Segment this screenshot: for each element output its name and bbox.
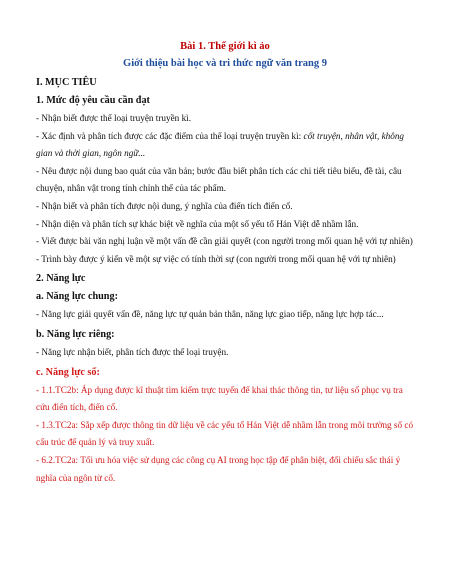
requirement-italic-text: cốt truyện, nhân vật, không gian và thời gian, ngôn ngữ... xyxy=(36,130,405,159)
requirement-item: - Viết được bài văn nghị luận về một vấn đề cần giải quyết (con người trong mối quan hệ với tự nhiên) xyxy=(36,236,413,247)
subheading-general-competency: a. Năng lực chung: xyxy=(36,291,118,303)
specific-competency-text: - Năng lực nhận biết, phân tích được thể loại truyện. xyxy=(36,346,229,357)
general-competency-text: - Năng lực giải quyết vấn đề, năng lực tự quản bản thân, năng lực giao tiếp, năng lực hợp tác... xyxy=(36,309,384,320)
subheading-specific-competency: b. Năng lực riêng: xyxy=(36,328,115,340)
requirement-item: - Nêu được nội dung bao quát của văn bản; bước đầu biết phân tích các chi tiết tiêu biểu, đề tài, câu chuyện, nhân vật trong tính chỉnh thể của tác phẩm. xyxy=(36,165,402,194)
digital-competency-item: - 6.2.TC2a: Tối ưu hóa việc sử dụng các công cụ AI trong học tập để phân biệt, đối chiếu sắc thái ý nghĩa của ngôn từ cổ. xyxy=(36,454,401,483)
requirement-item: - Trình bày được ý kiến về một sự việc có tính thời sự (con người trong mối quan hệ với tự nhiên) xyxy=(36,253,396,264)
subheading-requirements: 1. Mức độ yêu cầu cần đạt xyxy=(36,95,150,106)
requirement-text: - Xác định và phân tích được các đặc điểm của thể loại truyện truyền kì: xyxy=(36,130,304,141)
digital-competency-item: - 1.3.TC2a: Sắp xếp được thông tin dữ liệu về các yếu tố Hán Việt dễ nhầm lẫn trong môi trường số có cấu trúc để quản lý và truy xuất. xyxy=(36,419,414,448)
requirement-item xyxy=(36,128,414,163)
digital-competency-item: - 1.1.TC2b: Áp dụng được kĩ thuật tìm kiếm trực tuyến để khai thác thông tin, tư liệu số phục vụ tra cứu điển tích, điển cố. xyxy=(36,384,403,413)
lesson-title: Bài 1. Thế giới kì ảo xyxy=(180,41,270,52)
requirement-item: - Nhận biết và phân tích được nội dung, ý nghĩa của điển tích điển cố. xyxy=(36,200,293,211)
requirement-item: - Nhận biết được thể loại truyện truyền kì. xyxy=(36,113,192,123)
section-heading-goals: I. MỤC TIÊU xyxy=(36,77,97,88)
subheading-digital-competency: c. Năng lực số: xyxy=(36,366,100,378)
requirement-item: - Nhận diện và phân tích sự khác biệt về nghĩa của một số yếu tố Hán Việt dễ nhầm lẫn. xyxy=(36,218,359,229)
subheading-competencies: 2. Năng lực xyxy=(36,273,86,285)
lesson-subtitle: Giới thiệu bài học và tri thức ngữ văn trang 9 xyxy=(123,58,327,69)
